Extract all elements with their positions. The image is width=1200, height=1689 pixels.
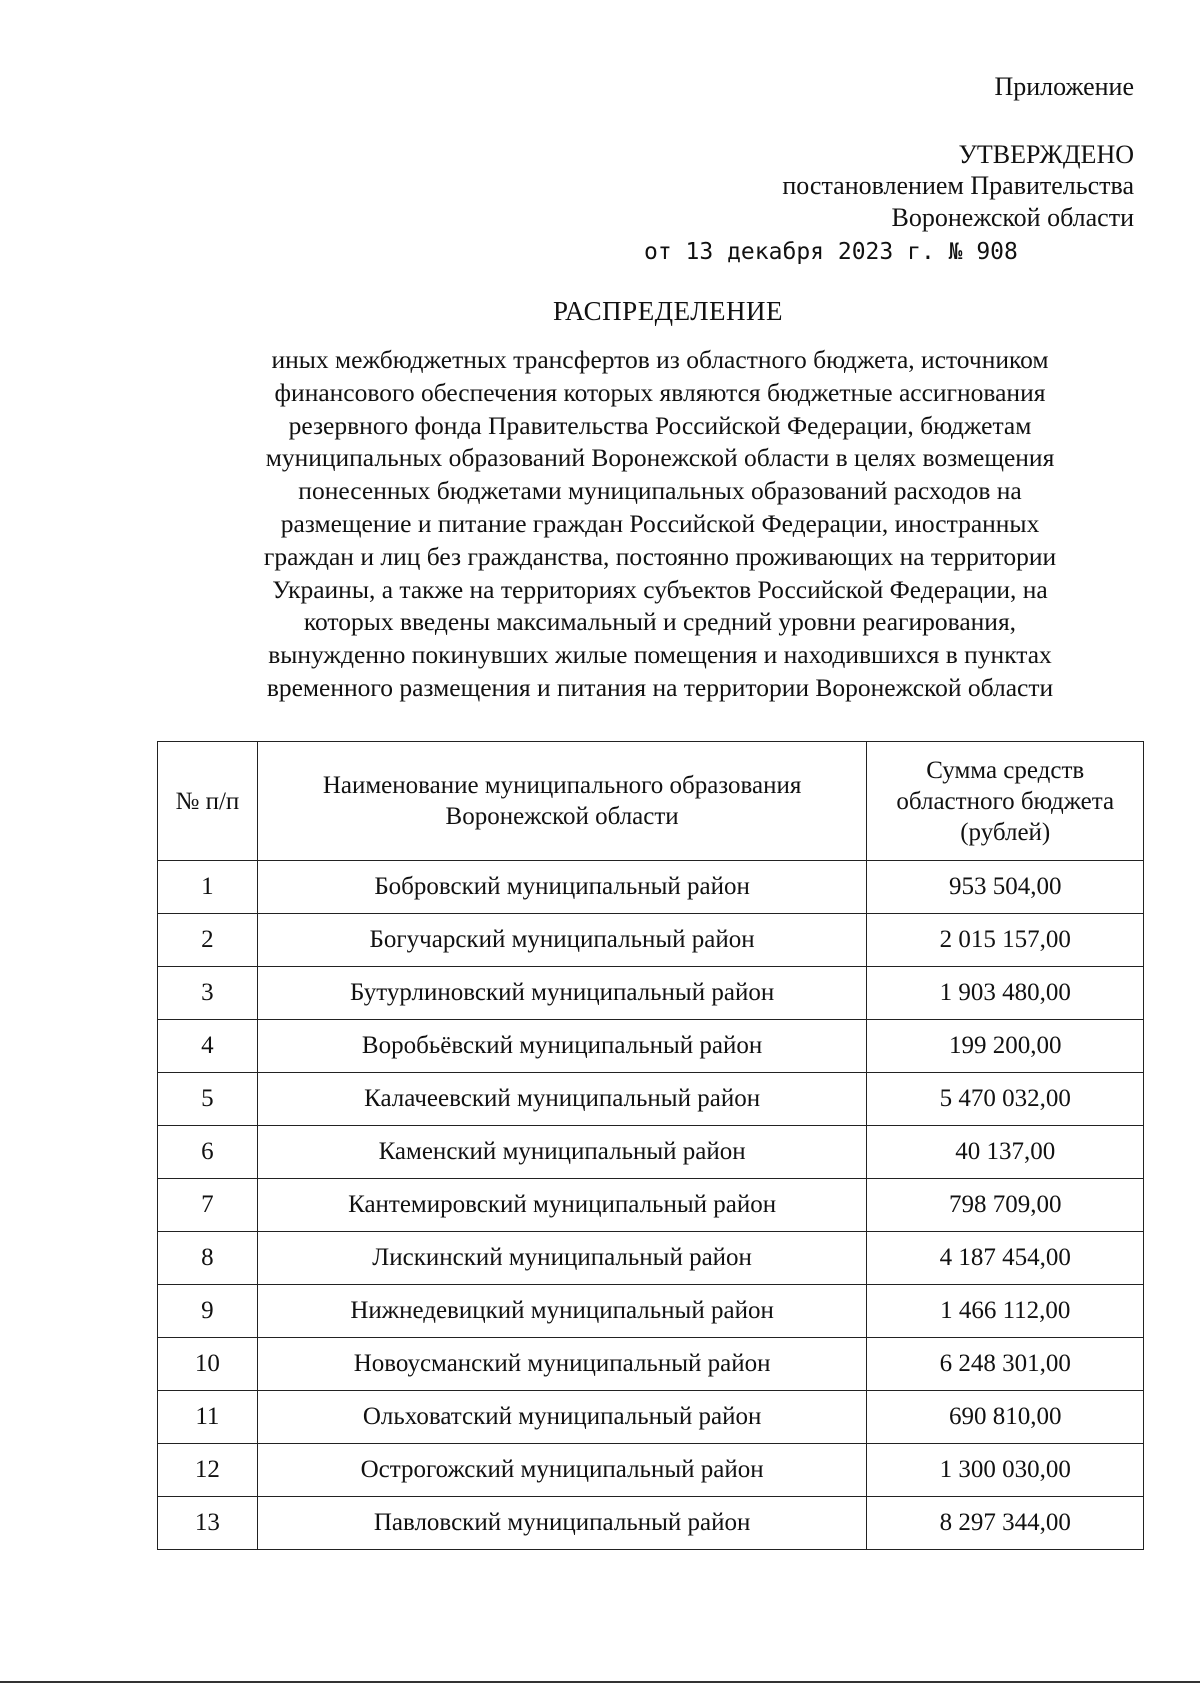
row-number: 8 (158, 1232, 258, 1285)
subtitle-line: которых введены максимальный и средний уровни реагирования, (303, 607, 1017, 637)
row-municipality: Острогожский муниципальный район (257, 1444, 867, 1497)
row-municipality: Каменский муниципальный район (257, 1126, 867, 1179)
header-sum-line-2: областного бюджета (896, 787, 1115, 815)
table-row (158, 1338, 1144, 1391)
row-number: 13 (158, 1497, 258, 1550)
subtitle-line: понесенных бюджетами муниципальных образований расходов на (298, 476, 1022, 506)
table-row (158, 1285, 1144, 1338)
row-number: 9 (158, 1285, 258, 1338)
row-number: 2 (158, 914, 258, 967)
row-municipality: Воробьёвский муниципальный район (257, 1020, 867, 1073)
table-row (158, 1020, 1144, 1073)
row-municipality: Кантемировский муниципальный район (257, 1179, 867, 1232)
table-row (158, 1232, 1144, 1285)
row-number: 6 (158, 1126, 258, 1179)
row-municipality: Бутурлиновский муниципальный район (257, 967, 867, 1020)
row-sum: 6 248 301,00 (867, 1338, 1144, 1391)
table-row (158, 1497, 1144, 1550)
row-number: 10 (158, 1338, 258, 1391)
row-municipality: Нижнедевицкий муниципальный район (257, 1285, 867, 1338)
header-number: № п/п (158, 742, 258, 861)
header-name (257, 742, 867, 861)
row-municipality: Калачеевский муниципальный район (257, 1073, 867, 1126)
subtitle-line: временного размещения и питания на территории Воронежской области (266, 672, 1054, 702)
row-sum: 1 300 030,00 (867, 1444, 1144, 1497)
table-row (158, 914, 1144, 967)
row-number: 3 (158, 967, 258, 1020)
row-number: 5 (158, 1073, 258, 1126)
row-sum: 1 903 480,00 (867, 967, 1144, 1020)
document-subtitle (160, 344, 1160, 705)
subtitle-line: вынужденно покинувших жилые помещения и находившихся в пунктах (268, 640, 1052, 670)
approved-stamp-text: УТВЕРЖДЕНО (958, 140, 1134, 169)
row-municipality: Бобровский муниципальный район (257, 861, 867, 914)
resolution-line-1: постановлением Правительства (782, 171, 1134, 200)
row-municipality: Ольховатский муниципальный район (257, 1391, 867, 1444)
row-number: 1 (158, 861, 258, 914)
subtitle-line: муниципальных образований Воронежской области в целях возмещения (265, 443, 1055, 473)
table-row (158, 1126, 1144, 1179)
table-header-row (158, 742, 1144, 861)
scan-edge-line (0, 1681, 1200, 1683)
header-sum (867, 742, 1144, 861)
row-sum: 953 504,00 (867, 861, 1144, 914)
row-sum: 690 810,00 (867, 1391, 1144, 1444)
row-sum: 2 015 157,00 (867, 914, 1144, 967)
table-row (158, 1073, 1144, 1126)
subtitle-line: граждан и лиц без гражданства, постоянно проживающих на территории (263, 541, 1057, 571)
row-number: 7 (158, 1179, 258, 1232)
row-sum: 199 200,00 (867, 1020, 1144, 1073)
resolution-line-2: Воронежской области (891, 203, 1134, 232)
table-row (158, 967, 1144, 1020)
resolution-date: от 13 декабря 2023 г. № 908 (644, 239, 1018, 265)
subtitle-line: финансового обеспечения которых являются бюджетные ассигнования (274, 377, 1046, 407)
distribution-table (157, 741, 1144, 1550)
header-name-line-1: Наименование муниципального образования (322, 772, 802, 799)
table-row (158, 1391, 1144, 1444)
row-municipality: Новоусманский муниципальный район (257, 1338, 867, 1391)
appendix-label: Приложение (994, 72, 1134, 101)
subtitle-line: размещение и питание граждан Российской Федерации, иностранных (280, 508, 1040, 538)
table-row (158, 1444, 1144, 1497)
row-sum: 5 470 032,00 (867, 1073, 1144, 1126)
row-sum: 1 466 112,00 (867, 1285, 1144, 1338)
document-title: РАСПРЕДЕЛЕНИЕ (552, 296, 784, 326)
header-name-line-2: Воронежской области (445, 803, 679, 830)
row-number: 4 (158, 1020, 258, 1073)
subtitle-line: резервного фонда Правительства Российской Федерации, бюджетам (288, 410, 1032, 440)
row-number: 12 (158, 1444, 258, 1497)
row-sum: 798 709,00 (867, 1179, 1144, 1232)
row-number: 11 (158, 1391, 258, 1444)
row-sum: 8 297 344,00 (867, 1497, 1144, 1550)
header-sum-line-3: (рублей) (960, 818, 1051, 846)
header-sum-line-1: Сумма средств (926, 756, 1085, 784)
table-row (158, 861, 1144, 914)
row-sum: 40 137,00 (867, 1126, 1144, 1179)
row-municipality: Богучарский муниципальный район (257, 914, 867, 967)
row-municipality: Лискинский муниципальный район (257, 1232, 867, 1285)
row-municipality: Павловский муниципальный район (257, 1497, 867, 1550)
row-sum: 4 187 454,00 (867, 1232, 1144, 1285)
subtitle-line: Украины, а также на территориях субъектов Российской Федерации, на (272, 574, 1048, 604)
table-row (158, 1179, 1144, 1232)
subtitle-line: иных межбюджетных трансфертов из областного бюджета, источником (271, 345, 1049, 374)
